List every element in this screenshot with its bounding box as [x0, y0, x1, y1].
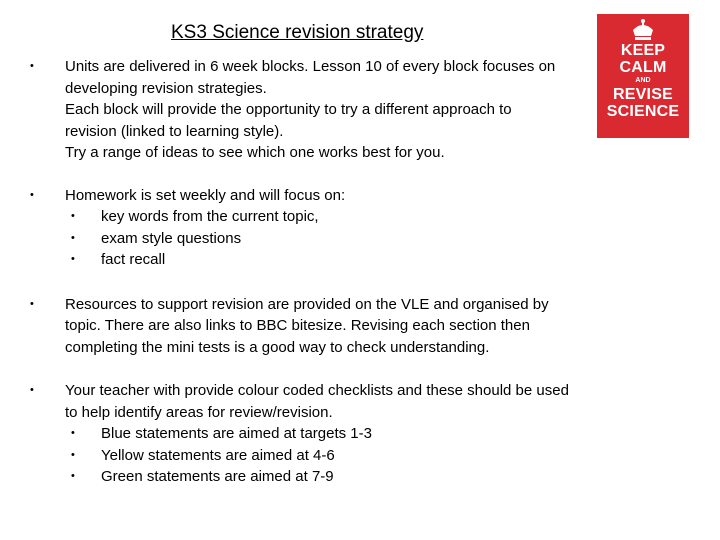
sub-bullet-marker: • — [71, 427, 75, 439]
bullet-marker: • — [30, 297, 34, 310]
sub-bullet-text: Green statements are aimed at 7-9 — [101, 468, 334, 485]
sub-bullet-text: Yellow statements are aimed at 4-6 — [101, 446, 335, 464]
bullet-item — [30, 56, 630, 164]
bullet-marker: • — [30, 60, 34, 72]
bullet-line: topic. There are also links to BBC bitesize. Revising each section then — [65, 317, 530, 334]
sub-bullet-marker: • — [71, 448, 75, 461]
bullet-line: Each block will provide the opportunity to try a different approach to — [65, 101, 512, 118]
bullet-marker: • — [30, 384, 34, 396]
bullet-list — [30, 56, 630, 488]
bullet-line: Try a range of ideas to see which one works best for you. — [65, 144, 445, 161]
bullet-line: to help identify areas for review/revision. — [65, 403, 333, 421]
bullet-line: Units are delivered in 6 week blocks. Lesson 10 of every block focuses on — [65, 58, 556, 75]
bullet-item — [30, 380, 630, 488]
bullet-line: Homework is set weekly and will focus on: — [65, 186, 346, 204]
bullet-line: completing the mini tests is a good way to check understanding. — [65, 338, 490, 356]
sub-bullet-marker: • — [71, 210, 75, 222]
bullet-line: Resources to support revision are provided on the VLE and organised by — [65, 295, 549, 313]
poster-calm: CALM — [619, 59, 667, 76]
sub-bullet-marker: • — [71, 470, 75, 482]
sub-bullet-item — [65, 249, 630, 271]
sub-bullet-marker: • — [71, 231, 75, 244]
bullet-line: developing revision strategies. — [65, 79, 267, 97]
bullet-line: Your teacher with provide colour coded checklists and these should be used — [65, 382, 569, 399]
poster-science: SCIENCE — [606, 103, 680, 120]
sub-bullet-text: key words from the current topic, — [101, 208, 319, 225]
page-title: KS3 Science revision strategy — [171, 22, 424, 43]
poster-keep: KEEP — [620, 42, 666, 59]
sub-bullet-item — [65, 466, 630, 488]
sub-bullet-text: exam style questions — [101, 229, 242, 247]
sub-bullet-text: Blue statements are aimed at targets 1-3 — [101, 425, 372, 442]
bullet-item — [30, 185, 630, 271]
poster-revise: REVISE — [613, 86, 673, 103]
sub-bullet-marker: • — [71, 253, 75, 265]
bullet-marker: • — [30, 188, 34, 201]
sub-bullet-item — [65, 445, 630, 467]
poster-and: AND — [635, 77, 651, 84]
bullet-line: revision (linked to learning style). — [65, 122, 284, 140]
crown-icon — [630, 18, 656, 42]
sub-bullet-text: fact recall — [101, 251, 166, 268]
sub-bullet-item — [65, 423, 630, 445]
sub-bullet-item — [65, 206, 630, 228]
bullet-item — [30, 294, 630, 359]
sub-bullet-item — [65, 228, 630, 250]
